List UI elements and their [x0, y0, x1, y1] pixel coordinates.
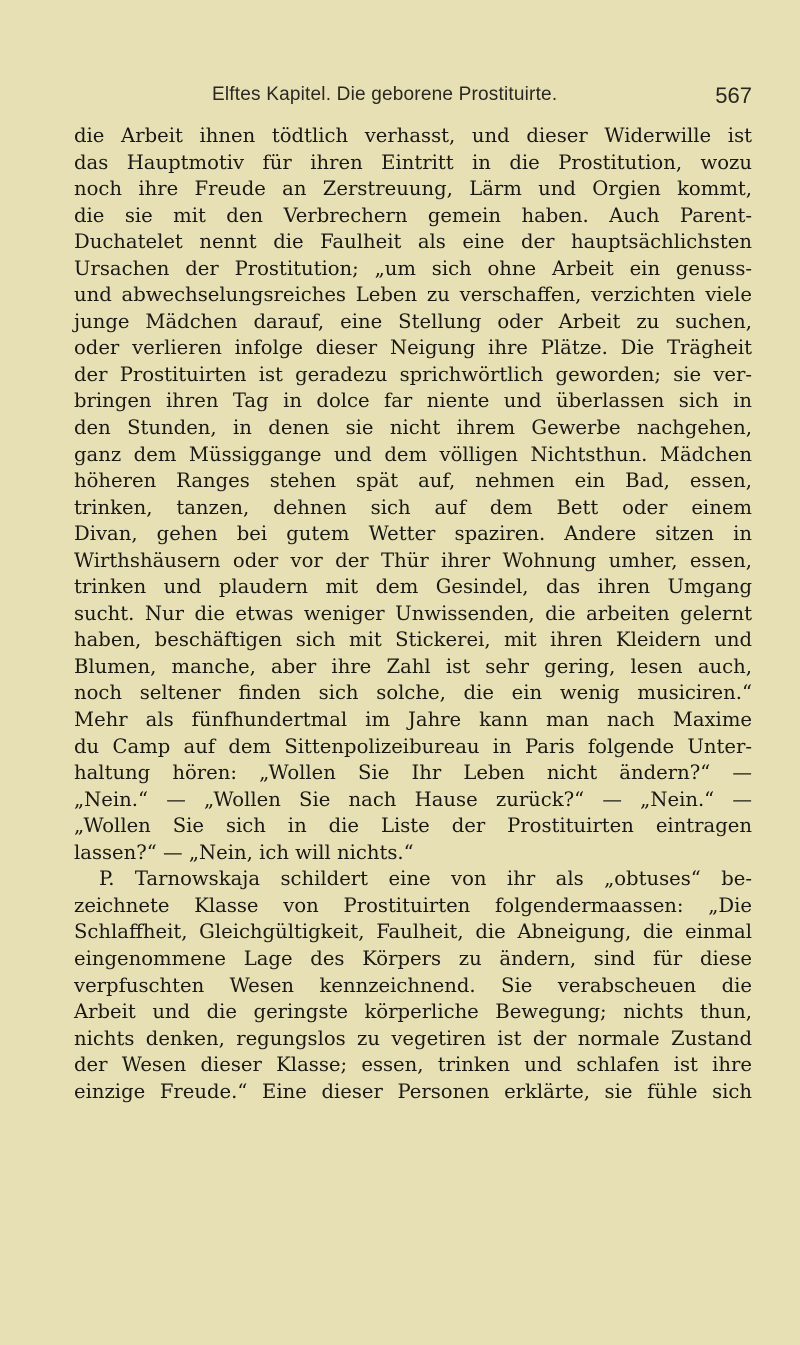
text-line: noch ihre Freude an Zerstreuung, Lärm und Orgien kommt, [74, 177, 752, 201]
text-line: zeichnete Klasse von Prostituirten folgendermaassen: „Die [74, 893, 752, 917]
text-line: nichts denken, regungslos zu vegetiren ist der normale Zustand [74, 1026, 752, 1050]
body-text [74, 123, 752, 1105]
text-line: Mehr als fünfhundertmal im Jahre kann man nach Maxime [74, 708, 752, 732]
running-head [70, 84, 752, 114]
text-line: noch seltener finden sich solche, die ein wenig musiciren.“ [74, 681, 752, 705]
page-number: 567 [715, 83, 752, 108]
text-line: „Nein.“ — „Wollen Sie nach Hause zurück?“ — „Nein.“ — [74, 787, 752, 811]
text-line: bringen ihren Tag in dolce far niente und überlassen sich in [74, 389, 752, 413]
text-line: Arbeit und die geringste körperliche Bewegung; nichts thun, [74, 1000, 752, 1024]
text-line: haben, beschäftigen sich mit Stickerei, mit ihren Kleidern und [74, 628, 752, 652]
text-line: die Arbeit ihnen tödtlich verhasst, und dieser Widerwille ist [74, 124, 752, 147]
text-line: Ursachen der Prostitution; „um sich ohne Arbeit ein genuss- [74, 256, 752, 280]
running-title: Elftes Kapitel. Die geborene Prostituirte. [212, 84, 558, 105]
text-line: „Wollen Sie sich in die Liste der Prostituirten eintragen [74, 814, 752, 838]
text-line: sucht. Nur die etwas weniger Unwissenden, die arbeiten gelernt [74, 601, 752, 625]
text-line: du Camp auf dem Sittenpolizeibureau in Paris folgende Unter- [74, 734, 752, 758]
text-line: höheren Ranges stehen spät auf, nehmen ein Bad, essen, [74, 469, 752, 493]
text-line: der Wesen dieser Klasse; essen, trinken und schlafen ist ihre [74, 1053, 752, 1077]
text-line: haltung hören: „Wollen Sie Ihr Leben nicht ändern?“ — [74, 761, 752, 785]
text-line: Wirthshäusern oder vor der Thür ihrer Wohnung umher, essen, [74, 548, 752, 572]
text-line: trinken und plaudern mit dem Gesindel, das ihren Umgang [74, 575, 752, 599]
text-line: lassen?“ — „Nein, ich will nichts.“ [74, 840, 414, 864]
text-line: das Hauptmotiv für ihren Eintritt in die Prostitution, wozu [74, 150, 752, 174]
text-line: der Prostituirten ist geradezu sprichwörtlich geworden; sie ver- [74, 362, 752, 386]
text-line: trinken, tanzen, dehnen sich auf dem Bett oder einem [74, 495, 752, 519]
text-line: P. Tarnowskaja schildert eine von ihr als „obtuses“ be- [99, 867, 752, 891]
text-line: den Stunden, in denen sie nicht ihrem Gewerbe nachgehen, [74, 416, 752, 440]
text-line: eingenommene Lage des Körpers zu ändern, sind für diese [74, 946, 752, 970]
text-line: oder verlieren infolge dieser Neigung ihre Plätze. Die Trägheit [74, 336, 752, 360]
text-line: einzige Freude.“ Eine dieser Personen erklärte, sie fühle sich [74, 1079, 752, 1103]
text-line: und abwechselungsreiches Leben zu verschaffen, verzichten viele [74, 283, 752, 307]
text-line: verpfuschten Wesen kennzeichnend. Sie verabscheuen die [74, 973, 752, 997]
text-line: Blumen, manche, aber ihre Zahl ist sehr gering, lesen auch, [74, 654, 752, 678]
text-line: ganz dem Müssiggange und dem völligen Nichtsthun. Mädchen [74, 442, 752, 466]
text-line: die sie mit den Verbrechern gemein haben. Auch Parent- [74, 203, 752, 227]
text-line: Divan, gehen bei gutem Wetter spaziren. Andere sitzen in [74, 522, 752, 546]
text-line: Schlaffheit, Gleichgültigkeit, Faulheit, die Abneigung, die einmal [74, 920, 752, 944]
text-line: Duchatelet nennt die Faulheit als eine der hauptsächlichsten [74, 230, 752, 254]
text-line: junge Mädchen darauf, eine Stellung oder Arbeit zu suchen, [74, 309, 752, 333]
